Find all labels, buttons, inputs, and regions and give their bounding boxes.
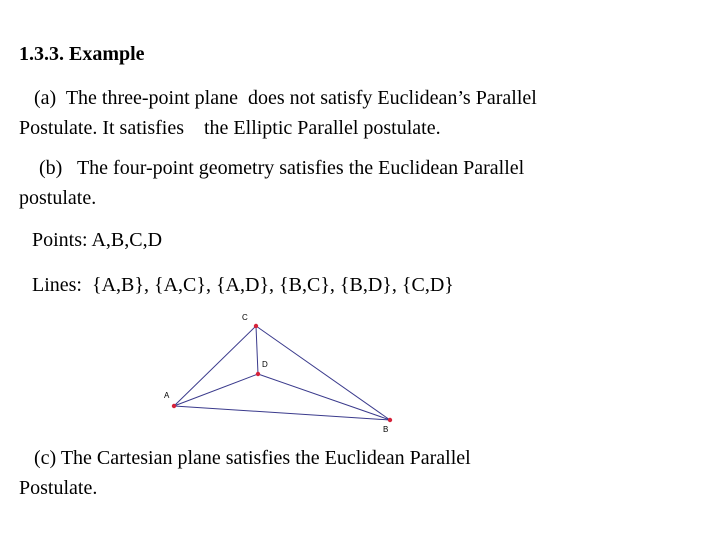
label-a: A — [164, 391, 170, 400]
part-a-paragraph — [19, 83, 537, 143]
point-b — [388, 418, 392, 422]
line-bc — [256, 326, 390, 420]
lines-list: Lines: {A,B}, {A,C}, {A,D}, {B,C}, {B,D}, {C,D} — [32, 274, 454, 296]
label-b: B — [383, 425, 389, 434]
part-c-line-1: (c) The Cartesian plane satisfies the Euclidean Parallel — [19, 447, 471, 469]
line-ac — [174, 326, 256, 406]
label-c: C — [242, 313, 248, 322]
line-ab — [174, 406, 390, 420]
part-c-line-2: Postulate. — [19, 477, 98, 499]
part-b-paragraph — [19, 153, 524, 213]
part-a-line-1: (a) The three-point plane does not satisfy Euclidean’s Parallel — [19, 87, 537, 109]
point-a — [172, 404, 176, 408]
example-heading: 1.3.3. Example — [19, 43, 145, 65]
point-c — [254, 324, 258, 328]
line-ad — [174, 374, 258, 406]
part-a-line-2: Postulate. It satisfies the Elliptic Parallel postulate. — [19, 117, 441, 139]
part-b-line-2: postulate. — [19, 187, 97, 209]
part-b-line-1: (b) The four-point geometry satisfies the Euclidean Parallel — [19, 157, 525, 179]
label-d: D — [262, 360, 268, 369]
four-point-geometry-diagram — [150, 305, 410, 440]
point-d — [256, 372, 260, 376]
part-c-paragraph — [19, 443, 471, 503]
points-list: Points: A,B,C,D — [32, 229, 163, 251]
line-cd — [256, 326, 258, 374]
